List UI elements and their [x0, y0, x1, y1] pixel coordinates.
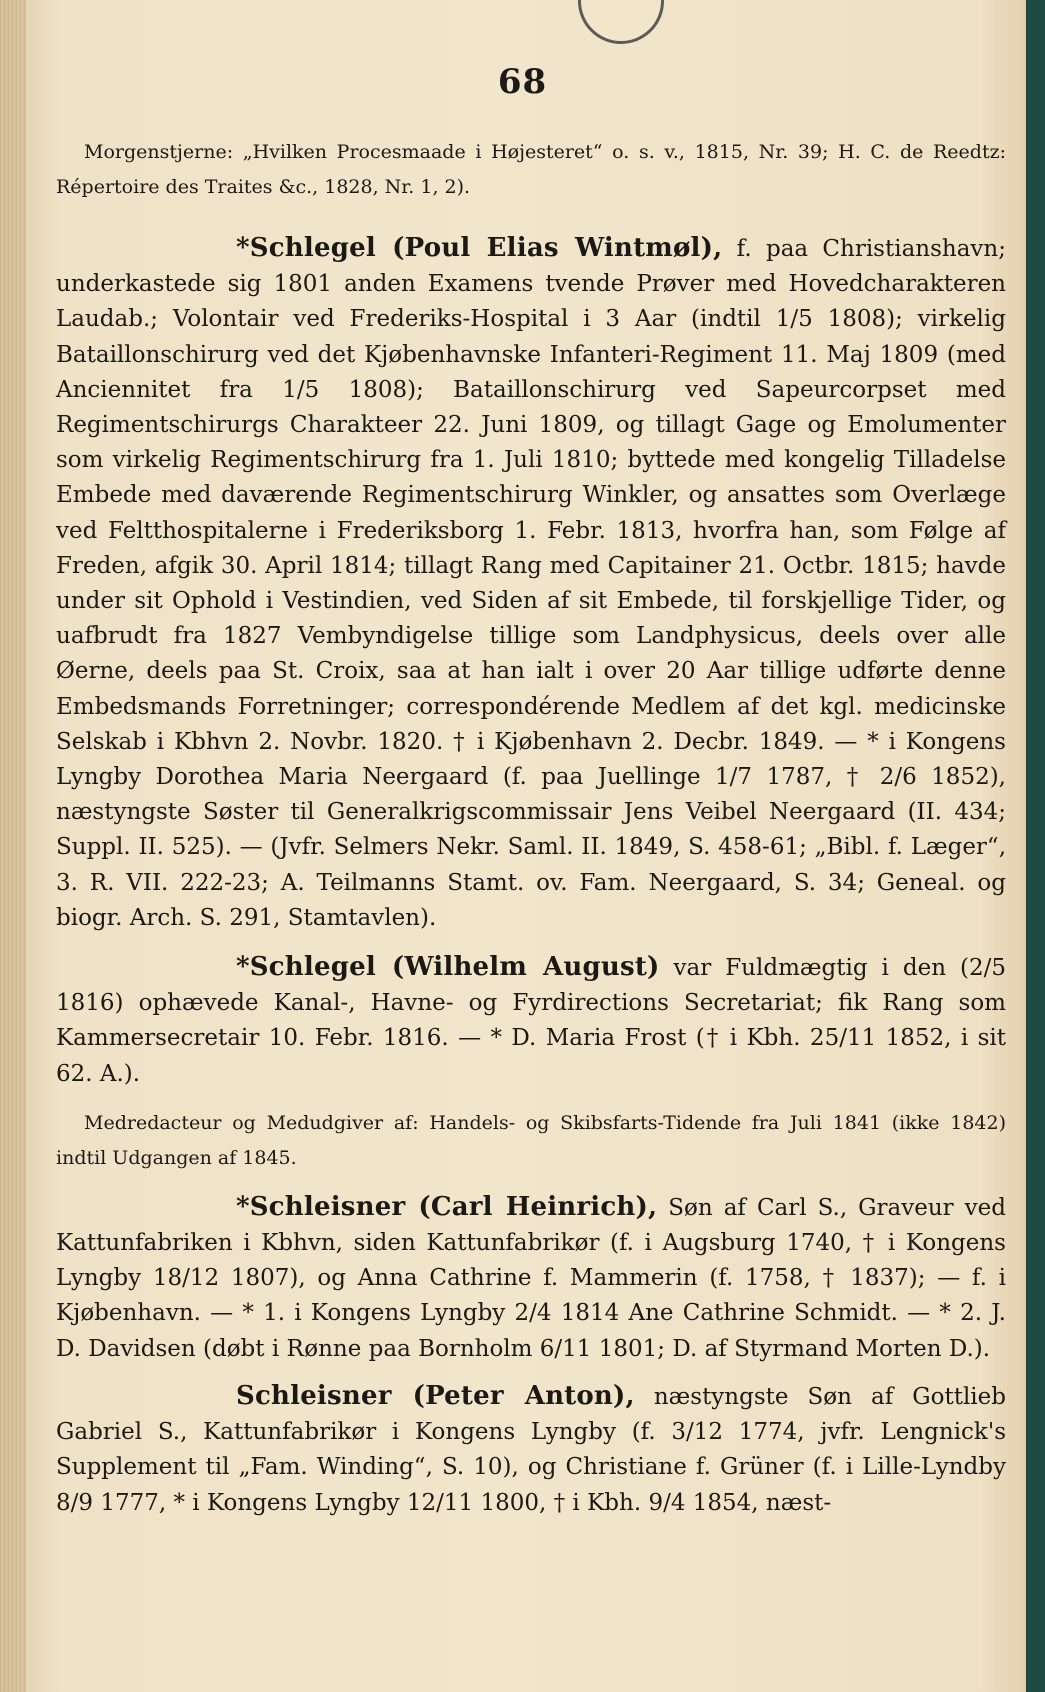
entry-schleisner-peter	[56, 1379, 1006, 1521]
text-column	[56, 135, 1006, 1521]
entry-heading: *Schlegel (Poul Elias Wintmøl),	[236, 233, 723, 263]
entry-heading: *Schleisner (Carl Heinrich),	[236, 1191, 658, 1222]
entry-schleisner-carl	[56, 1190, 1006, 1367]
entry-heading: Schleisner (Peter Anton),	[236, 1380, 635, 1411]
entry-note: Medredacteur og Medudgiver af: Handels- og Skibsfarts-Tidende fra Juli 1841 (ikke 1842) indtil Udgangen af 1845.	[56, 1111, 1006, 1169]
book-binding-edge	[0, 0, 26, 1692]
intro-paragraph: Morgenstjerne: „Hvilken Procesmaade i Højesteret“ o. s. v., 1815, Nr. 39; H. C. de Reedtz: Répertoire des Traites &c., 1828, Nr. 1, 2).	[56, 141, 1006, 198]
entry-heading: *Schlegel (Wilhelm August)	[236, 952, 660, 983]
entry-body: næstyngste Søn af Gottlieb Gabriel S., Kattunfabrikør i Kongens Lyngby (f. 3/12 1774, jvfr. Lengnick's Supplement til „Fam. Winding“, S. 10), og Christiane f. Grüner (f. i Lille-Lyndby 8/9 1777, * i Kongens Lyngby 12/11 1800, † i Kbh. 9/4 1854, næst-	[56, 1383, 1006, 1516]
entry-schlegel-poul	[56, 231, 1006, 936]
entry-body: var Fuldmægtig i den (2/5 1816) ophævede Kanal-, Havne- og Fyrdirections Secretariat; fik Rang som Kammersecretair 10. Febr. 1816. — * D. Maria Frost († i Kbh. 25/11 1852, i sit 62. A.).	[56, 955, 1007, 1087]
entry-schlegel-wilhelm	[56, 950, 1006, 1092]
entry-body: Søn af Carl S., Graveur ved Kattunfabriken i Kbhvn, siden Kattunfabrikør (f. i Augsburg 1740, † i Kongens Lyngby 18/12 1807), og Anna Cathrine f. Mammerin (f. 1758, † 1837); — f. i Kjøbenhavn. — * 1. i Kongens Lyngby 2/4 1814 Ane Cathrine Schmidt. — * 2. J. D. Davidsen (døbt i Rønne paa Bornholm 6/11 1801; D. af Styrmand Morten D.).	[56, 1194, 1007, 1362]
page-number: 68	[497, 62, 548, 102]
entry-body: f. paa Christianshavn; underkastede sig 1801 anden Examens tvende Prøver med Hovedcharakteren Laudab.; Volontair ved Frederiks-Hospital i 3 Aar (indtil 1/5 1808); virkelig Bataillonschirurg ved det Kjøbenhavnske Infanteri-Regiment 11. Maj 1809 (med Anciennitet fra 1/5 1808); Bataillonschirurg ved Sapeurcorpset med Regimentschirurgs Charakteer 22. Juni 1809, og tillagt Gage og Emolumenter som virkelig Regimentschirurg fra 1. Juli 1810; byttede med kongelig Tilladelse Embede med daværende Regimentschirurg Winkler, og ansattes som Overlæge ved Feltthospitalerne i Frederiksborg 1. Febr. 1813, hvorfra han, som Følge af Freden, afgik 30. April 1814; tillagt Rang med Capitainer 21. Octbr. 1815; havde under sit Ophold i Vestindien, ved Siden af sit Embede, til forskjellige Tider, og uafbrudt fra 1827 Vembyndigelse tillige som Landphysicus, deels over alle Øerne, deels paa St. Croix, saa at han ialt i over 20 Aar tillige udførte denne Embedsmands Forretninger; correspondérende Medlem af det kgl. medicinske Selskab i Kbhvn 2. Novbr. 1820. † i Kjøbenhavn 2. Decbr. 1849. — * i Kongens Lyngby Dorothea Maria Neergaard (f. paa Juellinge 1/7 1787, † 2/6 1852), næstyngste Søster til Generalkrigscommissair Jens Veibel Neergaard (II. 434; Suppl. II. 525). — (Jvfr. Selmers Nekr. Saml. II. 1849, S. 458-61; „Bibl. f. Læger“, 3. R. VII. 222-23; A. Teilmanns Stamt. ov. Fam. Neergaard, S. 34; Geneal. og biogr. Arch. S. 291, Stamtavlen).	[56, 236, 1006, 931]
